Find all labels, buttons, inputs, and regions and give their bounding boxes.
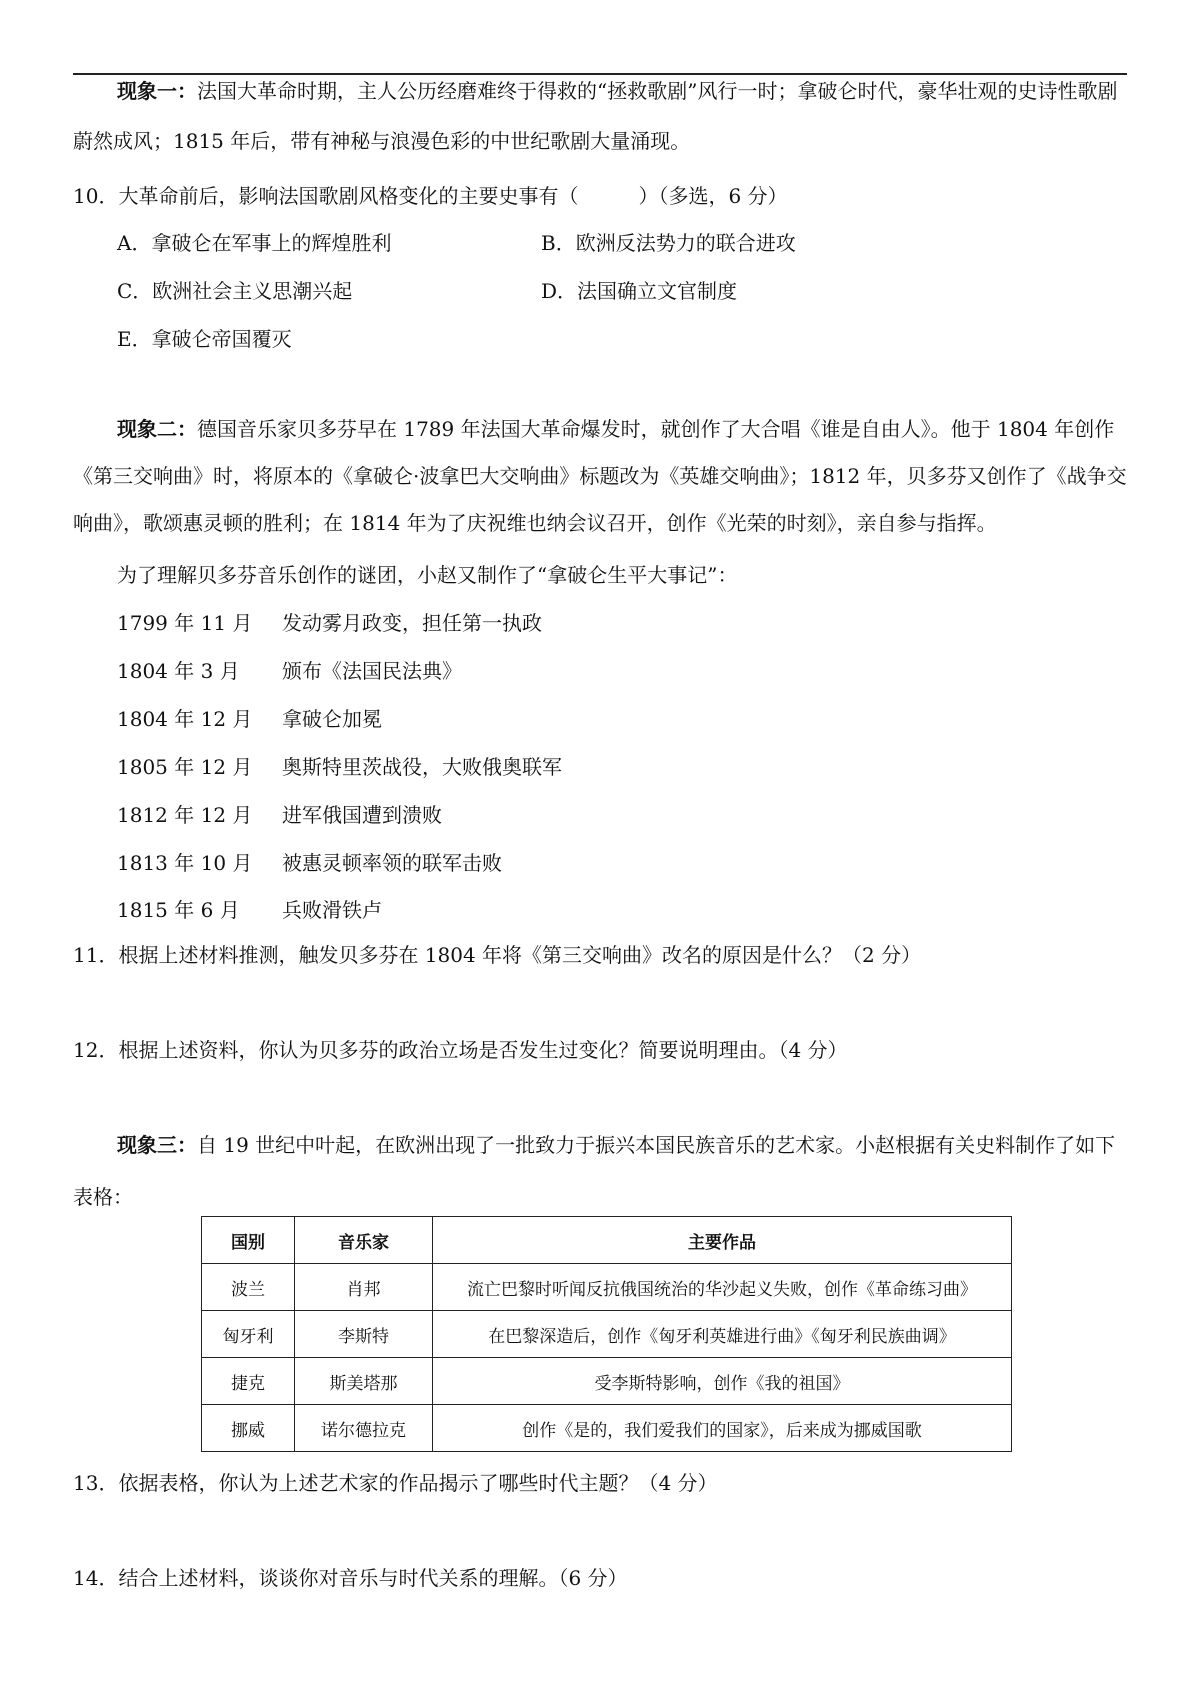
- table-header-musician: 音乐家: [295, 1217, 433, 1264]
- question-11: 11．根据上述材料推测，触发贝多芬在 1804 年将《第三交响曲》改名的原因是什么？（2 分）: [73, 943, 922, 967]
- table-cell-country: 捷克: [202, 1358, 295, 1405]
- question-10-option-e: E．拿破仑帝国覆灭: [117, 327, 292, 351]
- table-cell-works: 在巴黎深造后，创作《匈牙利英雄进行曲》《匈牙利民族曲调》: [433, 1311, 1012, 1358]
- phenomenon-2-text: 德国音乐家贝多芬早在 1789 年法国大革命爆发时，就创作了大合唱《谁是自由人》。他于 1804 年创作《第三交响曲》时，将原本的《拿破仑·波拿巴大交响曲》标题改为《英雄交响曲》；1812 年，贝多芬又创作了《战争交响曲》，歌颂惠灵顿的胜利；在 1814 年为了庆祝维也纳会议召开，创作《光荣的时刻》，亲自参与指挥。: [73, 417, 1127, 535]
- table-cell-musician: 斯美塔那: [295, 1358, 433, 1405]
- question-10-option-a: A．拿破仑在军事上的辉煌胜利: [117, 231, 392, 255]
- table-row: [202, 1358, 1012, 1405]
- phenomenon-2-label: 现象二：: [117, 417, 197, 441]
- table-cell-country: 挪威: [202, 1405, 295, 1452]
- table-row: [202, 1405, 1012, 1452]
- table-row: [202, 1311, 1012, 1358]
- question-12: 12．根据上述资料，你认为贝多芬的政治立场是否发生过变化？简要说明理由。（4 分）: [73, 1038, 848, 1062]
- timeline-event: 发动雾月政变，担任第一执政: [282, 611, 542, 635]
- table-header-row: [202, 1217, 1012, 1264]
- timeline-event: 奥斯特里茨战役，大败俄奥联军: [282, 755, 562, 779]
- timeline-event: 进军俄国遭到溃败: [282, 803, 442, 827]
- phenomenon-1-text: 法国大革命时期，主人公历经磨难终于得救的“拯救歌剧”风行一时；拿破仑时代，豪华壮观的史诗性歌剧蔚然成风；1815 年后，带有神秘与浪漫色彩的中世纪歌剧大量涌现。: [73, 79, 1118, 153]
- table-cell-musician: 诺尔德拉克: [295, 1405, 433, 1452]
- musicians-table: [201, 1216, 1012, 1452]
- table-row: [202, 1264, 1012, 1311]
- table-cell-works: 创作《是的，我们爱我们的国家》，后来成为挪威国歌: [433, 1405, 1012, 1452]
- timeline-intro: 为了理解贝多芬音乐创作的谜团，小赵又制作了“拿破仑生平大事记”：: [117, 563, 738, 587]
- timeline-date: 1804 年 12 月: [117, 707, 253, 731]
- timeline-date: 1799 年 11 月: [117, 611, 253, 635]
- timeline-event: 被惠灵顿率领的联军击败: [282, 851, 502, 875]
- question-10-option-b: B．欧洲反法势力的联合进攻: [541, 231, 796, 255]
- timeline-date: 1815 年 6 月: [117, 898, 240, 922]
- question-10-stem: 10．大革命前后，影响法国歌剧风格变化的主要史事有（ ）（多选，6 分）: [73, 184, 788, 208]
- table-header-works: 主要作品: [433, 1217, 1012, 1264]
- timeline-event: 兵败滑铁卢: [282, 898, 382, 922]
- table-cell-musician: 李斯特: [295, 1311, 433, 1358]
- table-cell-country: 波兰: [202, 1264, 295, 1311]
- table-cell-works: 流亡巴黎时听闻反抗俄国统治的华沙起义失败，创作《革命练习曲》: [433, 1264, 1012, 1311]
- question-13: 13．依据表格，你认为上述艺术家的作品揭示了哪些时代主题？（4 分）: [73, 1471, 718, 1495]
- timeline-event: 拿破仑加冕: [282, 707, 382, 731]
- table-cell-country: 匈牙利: [202, 1311, 295, 1358]
- timeline-date: 1812 年 12 月: [117, 803, 253, 827]
- question-10-option-d: D．法国确立文官制度: [541, 279, 738, 303]
- question-10-option-c: C．欧洲社会主义思潮兴起: [117, 279, 353, 303]
- phenomenon-1-label: 现象一：: [117, 79, 197, 103]
- phenomenon-2-paragraph: [73, 406, 1135, 547]
- phenomenon-1-paragraph: [73, 66, 1135, 166]
- table-cell-works: 受李斯特影响，创作《我的祖国》: [433, 1358, 1012, 1405]
- phenomenon-3-label: 现象三：: [117, 1133, 197, 1157]
- timeline-date: 1805 年 12 月: [117, 755, 253, 779]
- phenomenon-3-paragraph: [73, 1119, 1135, 1223]
- timeline-date: 1804 年 3 月: [117, 659, 240, 683]
- question-14: 14．结合上述材料，谈谈你对音乐与时代关系的理解。（6 分）: [73, 1566, 628, 1590]
- phenomenon-3-text: 自 19 世纪中叶起，在欧洲出现了一批致力于振兴本国民族音乐的艺术家。小赵根据有关史料制作了如下表格：: [73, 1133, 1116, 1209]
- timeline-event: 颁布《法国民法典》: [282, 659, 462, 683]
- table-header-country: 国别: [202, 1217, 295, 1264]
- table-cell-musician: 肖邦: [295, 1264, 433, 1311]
- timeline-date: 1813 年 10 月: [117, 851, 253, 875]
